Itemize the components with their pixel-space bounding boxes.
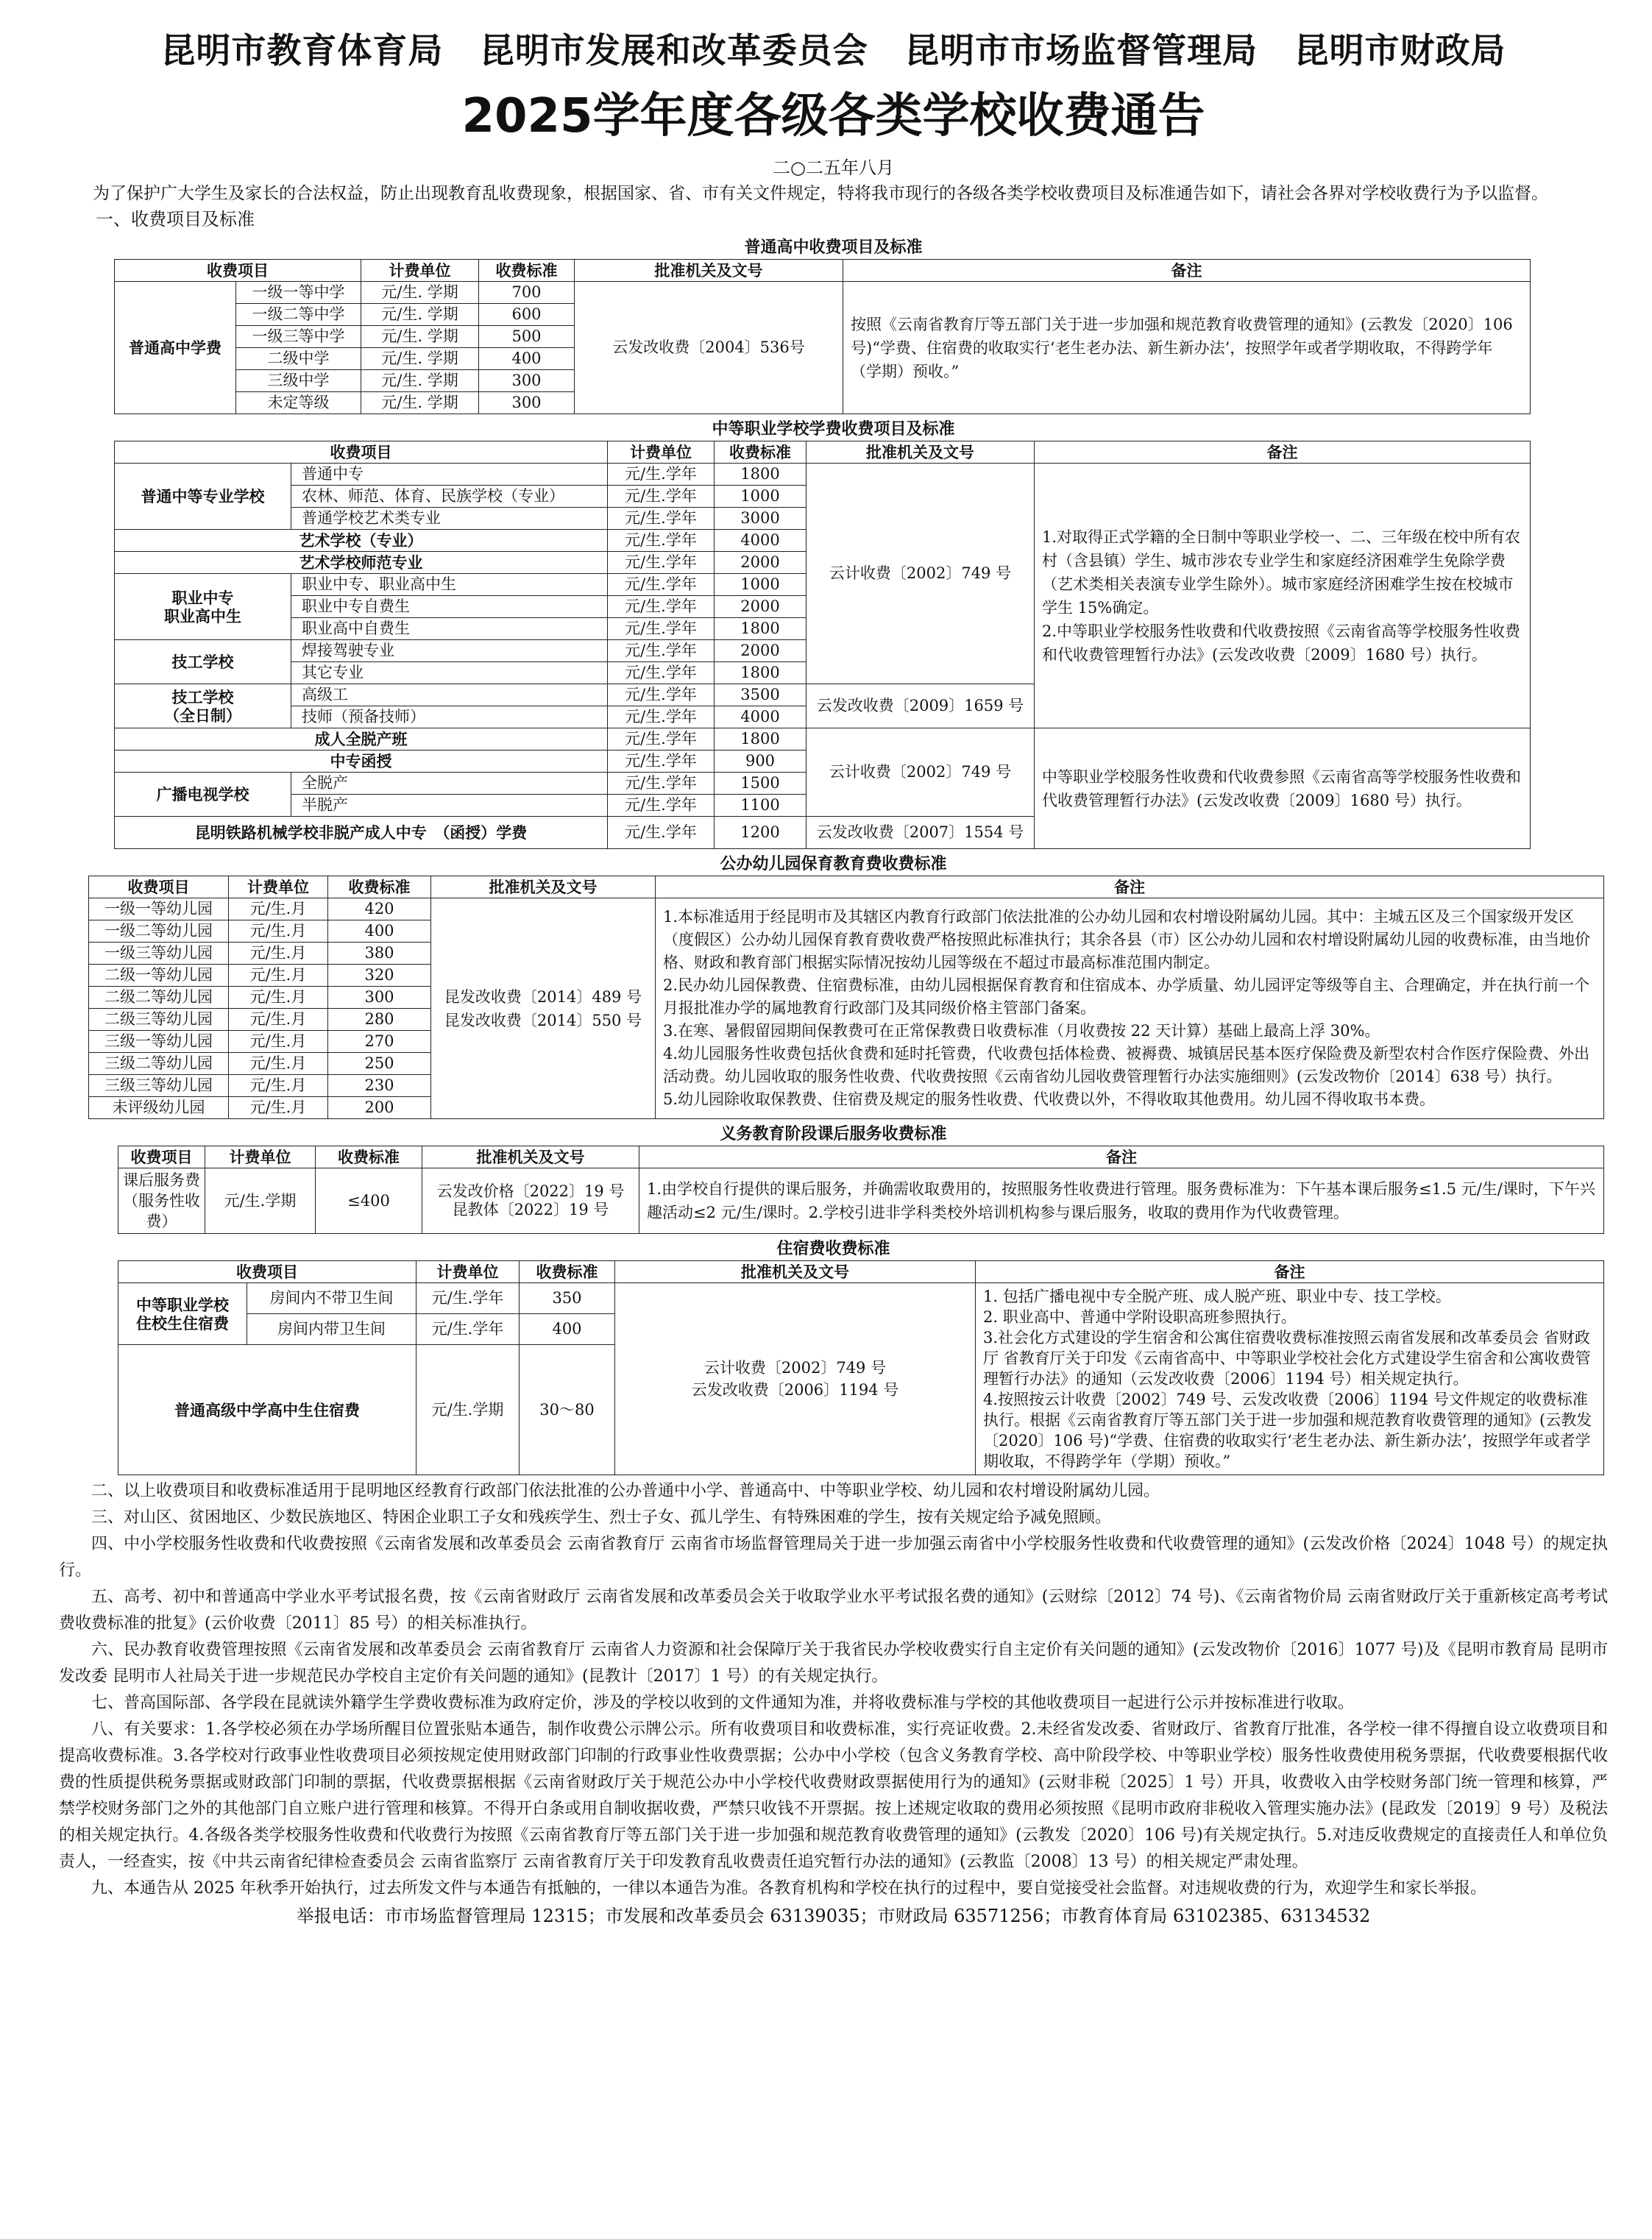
row-name: 一级二等中学	[236, 304, 361, 326]
row-unit: 元/生.月	[229, 1075, 328, 1097]
header-approval: 批准机关及文号	[422, 1146, 639, 1168]
section-7: 七、普高国际部、各学段在昆就读外籍学生学费收费标准为政府定价，涉及的学校以收到的文件通知为准，并将收费标准与学校的其他收费项目一起进行公示并按标准进行收取。	[91, 1694, 1355, 1712]
afterschool-caption: 义务教育阶段课后服务收费标准	[720, 1124, 947, 1143]
vocational-note-2: 中等职业学校服务性收费和代收费参照《云南省高等学校服务性收费和代收费管理暂行办法》(云发改收费〔2009〕1680 号）执行。	[1035, 728, 1531, 849]
row-name: 未定等级	[236, 392, 361, 414]
row-std: 900	[715, 751, 806, 773]
sections	[59, 1478, 1608, 1902]
row-std: 2000	[715, 552, 806, 574]
row-std: 3500	[715, 684, 806, 706]
row-std: 400	[520, 1314, 615, 1345]
table-header-row	[118, 1146, 1604, 1168]
vocational-group-4: 技工学校 （全日制）	[115, 684, 291, 728]
header-unit: 计费单位	[416, 1261, 520, 1283]
table-row	[115, 282, 1531, 304]
header-unit: 计费单位	[361, 260, 479, 282]
section-5: 五、高考、初中和普通高中学业水平考试报名费，按《云南省财政厅 云南省发展和改革委员会关于收取学业水平考试报名费的通知》(云财综〔2012〕74 号)、《云南省物价局 云南省财政厅关于重新核定高考考试费收费标准的批复》(云价收费〔2011〕85 号）的相关标准执行。	[59, 1588, 1608, 1633]
row-name: 房间内带卫生间	[247, 1314, 416, 1345]
row-std: 600	[479, 304, 575, 326]
row-unit: 元/生.学年	[608, 662, 715, 684]
afterschool-note: 1.由学校自行提供的课后服务，并确需收取费用的，按照服务性收费进行管理。服务费标准为：下午基本课后服务≤1.5 元/生/课时，下午兴趣活动≤2 元/生/课时。2.学校引进非学科类校外培训机构参与课后服务，收取的费用作为代收费管理。	[639, 1168, 1604, 1234]
row-std: 280	[328, 1009, 431, 1031]
row-unit: 元/生.学期	[205, 1168, 316, 1234]
row-name: 三级二等幼儿园	[89, 1053, 229, 1075]
row-std: 1800	[715, 662, 806, 684]
header-item: 收费项目	[115, 441, 608, 464]
row-std: 200	[328, 1097, 431, 1119]
table-header-row	[115, 260, 1531, 282]
row-unit: 元/生.学期	[416, 1345, 520, 1475]
row-unit: 元/生.学年	[608, 530, 715, 552]
row-std: 3000	[715, 508, 806, 530]
row-std: 1100	[715, 795, 806, 817]
vocational-group-1: 普通中等专业学校	[115, 464, 291, 530]
kindergarten-caption: 公办幼儿园保育教育费收费标准	[720, 854, 947, 873]
kindergarten-approval: 昆发改收费〔2014〕489 号 昆发改收费〔2014〕550 号	[431, 898, 656, 1119]
row-name: 三级中学	[236, 370, 361, 392]
row-unit: 元/生.学年	[608, 618, 715, 640]
row-name: 普通中专	[291, 464, 608, 486]
row-std: 1000	[715, 574, 806, 596]
row-name: 未评级幼儿园	[89, 1097, 229, 1119]
row-unit: 元/生.学年	[608, 817, 715, 849]
header-approval: 批准机关及文号	[431, 876, 656, 898]
row-std: 350	[520, 1283, 615, 1314]
row-std: 250	[328, 1053, 431, 1075]
section-3: 三、对山区、贫困地区、少数民族地区、特困企业职工子女和残疾学生、烈士子女、孤儿学生、有特殊困难的学生，按有关规定给予减免照顾。	[91, 1508, 1112, 1527]
row-unit: 元/生.学年	[608, 552, 715, 574]
vocational-approval-2: 云发改收费〔2009〕1659 号	[806, 684, 1035, 728]
header-note: 备注	[1035, 441, 1531, 464]
row-name: 昆明铁路机械学校非脱产成人中专 （函授）学费	[115, 817, 608, 849]
high-school-table	[114, 259, 1531, 414]
kindergarten-table	[88, 876, 1604, 1119]
row-std: 270	[328, 1031, 431, 1053]
afterschool-approval: 云发改价格〔2022〕19 号 昆教体〔2022〕19 号	[422, 1168, 639, 1234]
row-name: 二级一等幼儿园	[89, 965, 229, 987]
row-name: 中专函授	[115, 751, 608, 773]
dorm-table	[118, 1260, 1604, 1475]
issuer-market: 昆明市市场监督管理局	[904, 31, 1258, 71]
row-name: 焊接驾驶专业	[291, 640, 608, 662]
row-std: 320	[328, 965, 431, 987]
row-name: 课后服务费（服务性收费）	[118, 1168, 205, 1234]
row-unit: 元/生.学年	[416, 1314, 520, 1345]
vocational-group-3: 技工学校	[115, 640, 291, 684]
section-6: 六、民办教育收费管理按照《云南省发展和改革委员会 云南省教育厅 云南省人力资源和社会保障厅关于我省民办学校收费实行自主定价有关问题的通知》(云发改物价〔2016〕1077 号)及《昆明市教育局 昆明市发改委 昆明市人社局关于进一步规范民办学校自主定价有关问题的通知》(昆教计〔2017〕1 号）的有关规定执行。	[59, 1641, 1608, 1686]
row-std: 1000	[715, 486, 806, 508]
issuer-list	[59, 22, 1608, 81]
row-unit: 元/生. 学期	[361, 370, 479, 392]
row-name: 职业中专、职业高中生	[291, 574, 608, 596]
row-unit: 元/生.月	[229, 898, 328, 920]
row-name: 二级三等幼儿园	[89, 1009, 229, 1031]
vocational-approval-4: 云发改收费〔2007〕1554 号	[806, 817, 1035, 849]
row-unit: 元/生.月	[229, 965, 328, 987]
table-header-row	[118, 1261, 1604, 1283]
row-std: 1500	[715, 773, 806, 795]
header-std: 收费标准	[316, 1146, 422, 1168]
row-std: 4000	[715, 530, 806, 552]
row-std: 400	[479, 348, 575, 370]
row-std: 420	[328, 898, 431, 920]
row-unit: 元/生.学年	[608, 773, 715, 795]
row-unit: 元/生.学年	[608, 596, 715, 618]
row-name: 其它专业	[291, 662, 608, 684]
row-name: 普通高级中学高中生住宿费	[118, 1345, 416, 1475]
row-name: 一级三等幼儿园	[89, 943, 229, 965]
row-unit: 元/生.学年	[416, 1283, 520, 1314]
row-name: 职业高中自费生	[291, 618, 608, 640]
row-std: 1800	[715, 728, 806, 751]
row-std: 230	[328, 1075, 431, 1097]
vocational-approval-3: 云计收费〔2002〕749 号	[806, 728, 1035, 817]
vocational-caption: 中等职业学校学费收费项目及标准	[712, 419, 955, 439]
row-unit: 元/生.学年	[608, 751, 715, 773]
row-unit: 元/生.学年	[608, 706, 715, 728]
table-row	[115, 728, 1531, 751]
header-item: 收费项目	[115, 260, 361, 282]
header-item: 收费项目	[89, 876, 229, 898]
row-name: 普通学校艺术类专业	[291, 508, 608, 530]
row-name: 三级三等幼儿园	[89, 1075, 229, 1097]
vocational-note-1: 1.对取得正式学籍的全日制中等职业学校一、二、三年级在校中所有农村（含县镇）学生、城市涉农专业学生和家庭经济困难学生免除学费（艺术类相关表演专业学生除外）。城市家庭经济困难学生按在校城市学生 15%确定。 2.中等职业学校服务性收费和代收费按照《云南省高等学校服务性收费和代收费管理暂行办法》(云发改收费〔2009〕1680 号）执行。	[1035, 464, 1531, 728]
row-name: 半脱产	[291, 795, 608, 817]
high-school-group: 普通高中学费	[115, 282, 236, 414]
row-unit: 元/生.学年	[608, 640, 715, 662]
table-row	[115, 464, 1531, 486]
row-std: 1800	[715, 464, 806, 486]
row-unit: 元/生.月	[229, 920, 328, 943]
section-9: 九、本通告从 2025 年秋季开始执行，过去所发文件与本通告有抵触的，一律以本通告为准。各教育机构和学校在执行的过程中，要自觉接受社会监督。对违规收费的行为，欢迎学生和家长举报。	[91, 1879, 1486, 1898]
row-name: 职业中专自费生	[291, 596, 608, 618]
header-note: 备注	[656, 876, 1604, 898]
row-unit: 元/生.月	[229, 1009, 328, 1031]
dorm-caption: 住宿费收费标准	[776, 1239, 890, 1258]
report-phones: 举报电话：市市场监督管理局 12315；市发展和改革委员会 63139035；市财政局 63571256；市教育体育局 63102385、63134532	[296, 1906, 1371, 1926]
row-unit: 元/生.月	[229, 1031, 328, 1053]
row-unit: 元/生.月	[229, 943, 328, 965]
high-school-caption: 普通高中收费项目及标准	[744, 238, 923, 257]
row-name: 二级二等幼儿园	[89, 987, 229, 1009]
row-name: 艺术学校（专业）	[115, 530, 608, 552]
row-unit: 元/生. 学期	[361, 392, 479, 414]
row-name: 高级工	[291, 684, 608, 706]
section-8: 八、有关要求：1.各学校必须在办学场所醒目位置张贴本通告，制作收费公示牌公示。所有收费项目和收费标准，实行亮证收费。2.未经省发改委、省财政厅、省教育厅批准，各学校一律不得擅自设立收费项目和提高收费标准。3.各学校对行政事业性收费项目必须按规定使用财政部门印制的行政事业性收费票据；公办中小学校（包含义务教育学校、高中阶段学校、中等职业学校）服务性收费使用税务票据，代收费要根据代收费的性质提供税务票据或财政部门印制的票据，代收费票据根据《云南省财政厅关于规范公办中小学校代收费财政票据使用行为的通知》(云财非税〔2025〕1 号）开具，收费收入由学校财务部门统一管理和核算，严禁学校财务部门之外的其他部门自立账户进行管理和核算。不得开白条或用自制收据收费，严禁只收钱不开票据。按上述规定收取的费用必须按照《昆明市政府非税收入管理实施办法》(昆政发〔2019〕9 号）及税法的相关规定执行。4.各级各类学校服务性收费和代收费行为按照《云南省教育厅等五部门关于进一步加强和规范教育收费管理的通知》(云教发〔2020〕106 号)有关规定执行。5.对违反收费规定的直接责任人和单位负责人，一经查实，按《中共云南省纪律检查委员会 云南省监察厅 云南省教育厅关于印发教育乱收费责任追究暂行办法的通知》(云教监〔2008〕13 号）的相关规定严肃处理。	[59, 1720, 1608, 1871]
dorm-approval: 云计收费〔2002〕749 号 云发改收费〔2006〕1194 号	[615, 1283, 976, 1475]
row-name: 一级二等幼儿园	[89, 920, 229, 943]
header-unit: 计费单位	[608, 441, 715, 464]
row-unit: 元/生.学年	[608, 684, 715, 706]
row-std: 380	[328, 943, 431, 965]
section-2: 二、以上收费项目和收费标准适用于昆明地区经教育行政部门依法批准的公办普通中小学、普通高中、中等职业学校、幼儿园和农村增设附属幼儿园。	[91, 1482, 1160, 1500]
row-unit: 元/生.学年	[608, 795, 715, 817]
row-unit: 元/生. 学期	[361, 348, 479, 370]
dorm-note: 1. 包括广播电视中专全脱产班、成人脱产班、职业中专、技工学校。 2. 职业高中、普通中学附设职高班参照执行。 3.社会化方式建设的学生宿舍和公寓住宿费收费标准按照云南省发展和改革委员会 省财政厅 省教育厅关于印发《云南省高中、中等职业学校社会化方式建设学生宿舍和公寓收费管理暂行办法》的通知（云发改收费〔2006〕1194 号）相关规定执行。 4.按照按云计收费〔2002〕749 号、云发改收费〔2006〕1194 号文件规定的收费标准执行。根据《云南省教育厅等五部门关于进一步加强和规范教育收费管理的通知》(云教发〔2020〕106 号)“学费、住宿费的收取实行‘老生老办法、新生新办法’，按照学年或者学期收取，不得跨学年（学期）预收。”	[976, 1283, 1604, 1475]
table-row	[118, 1168, 1604, 1234]
row-std: 400	[328, 920, 431, 943]
header-item: 收费项目	[118, 1261, 416, 1283]
row-unit: 元/生.学年	[608, 728, 715, 751]
notice-title: 2025学年度各级各类学校收费通告	[461, 89, 1205, 143]
notice-date: 二○二五年八月	[773, 157, 894, 178]
issuer-ndrc: 昆明市发展和改革委员会	[479, 31, 868, 71]
row-std: 1800	[715, 618, 806, 640]
vocational-group-5: 广播电视学校	[115, 773, 291, 817]
row-unit: 元/生.学年	[608, 574, 715, 596]
row-name: 农林、师范、体育、民族学校（专业）	[291, 486, 608, 508]
section-1-heading: 一、收费项目及标准	[96, 209, 255, 230]
header-approval: 批准机关及文号	[615, 1261, 976, 1283]
row-std: 1200	[715, 817, 806, 849]
row-unit: 元/生.学年	[608, 486, 715, 508]
row-std: 700	[479, 282, 575, 304]
header-unit: 计费单位	[205, 1146, 316, 1168]
row-unit: 元/生.月	[229, 987, 328, 1009]
row-unit: 元/生. 学期	[361, 326, 479, 348]
issuer-education: 昆明市教育体育局	[160, 31, 444, 71]
high-school-note: 按照《云南省教育厅等五部门关于进一步加强和规范教育收费管理的通知》(云教发〔2020〕106号)“学费、住宿费的收取实行‘老生老办法、新生新办法’，按照学年或者学期收取，不得跨学年（学期）预收。”	[843, 282, 1531, 414]
table-header-row	[89, 876, 1604, 898]
row-name: 一级一等幼儿园	[89, 898, 229, 920]
row-std: 2000	[715, 640, 806, 662]
section-4: 四、中小学校服务性收费和代收费按照《云南省发展和改革委员会 云南省教育厅 云南省市场监督管理局关于进一步加强云南省中小学校服务性收费和代收费管理的通知》(云发改价格〔2024〕1048 号）的规定执行。	[59, 1535, 1608, 1580]
row-std: ≤400	[316, 1168, 422, 1234]
row-name: 一级一等中学	[236, 282, 361, 304]
row-std: 4000	[715, 706, 806, 728]
table-row	[118, 1283, 1604, 1314]
row-unit: 元/生. 学期	[361, 304, 479, 326]
row-unit: 元/生.学年	[608, 464, 715, 486]
header-item: 收费项目	[118, 1146, 205, 1168]
vocational-group-2: 职业中专 职业高中生	[115, 574, 291, 640]
table-header-row	[115, 441, 1531, 464]
row-std: 30～80	[520, 1345, 615, 1475]
high-school-approval: 云发改收费〔2004〕536号	[575, 282, 843, 414]
header-std: 收费标准	[715, 441, 806, 464]
intro-paragraph: 为了保护广大学生及家长的合法权益，防止出现教育乱收费现象，根据国家、省、市有关文件规定，特将我市现行的各级各类学校收费项目及标准通告如下，请社会各界对学校收费行为予以监督。	[93, 184, 1548, 203]
kindergarten-note: 1.本标准适用于经昆明市及其辖区内教育行政部门依法批准的公办幼儿园和农村增设附属幼儿园。其中：主城五区及三个国家级开发区（度假区）公办幼儿园保育教育费收费严格按照此标准执行；其余各县（市）区公办幼儿园和农村增设附属幼儿园的收费标准，由当地价格、财政和教育部门根据实际情况按幼儿园等级在不超过市最高标准范围内制定。 2.民办幼儿园保教费、住宿费标准，由幼儿园根据保育教育和住宿成本、办学质量、幼儿园评定等级等自主、合理确定，并在执行前一个月报批准办学的属地教育行政部门及其同级价格主管部门备案。 3.在寒、暑假留园期间保教费可在正常保教费日收费标准（月收费按 22 天计算）基础上最高上浮 30%。 4.幼儿园服务性收费包括伙食费和延时托管费，代收费包括体检费、被褥费、城镇居民基本医疗保险费及新型农村合作医疗保险费、外出活动费。幼儿园收取的服务性收费、代收费按照《云南省幼儿园收费管理暂行办法实施细则》(云发改物价〔2014〕638 号）执行。 5.幼儿园除收取保教费、住宿费及规定的服务性收费、代收费以外，不得收取其他费用。幼儿园不得收取书本费。	[656, 898, 1604, 1119]
vocational-approval-1: 云计收费〔2002〕749 号	[806, 464, 1035, 684]
header-unit: 计费单位	[229, 876, 328, 898]
row-std: 300	[479, 370, 575, 392]
header-approval: 批准机关及文号	[806, 441, 1035, 464]
row-name: 三级一等幼儿园	[89, 1031, 229, 1053]
row-unit: 元/生.学年	[608, 508, 715, 530]
row-name: 一级三等中学	[236, 326, 361, 348]
table-row	[89, 898, 1604, 920]
row-name: 成人全脱产班	[115, 728, 608, 751]
row-name: 二级中学	[236, 348, 361, 370]
issuer-finance: 昆明市财政局	[1294, 31, 1506, 71]
row-std: 300	[328, 987, 431, 1009]
header-note: 备注	[843, 260, 1531, 282]
row-name: 全脱产	[291, 773, 608, 795]
row-std: 2000	[715, 596, 806, 618]
header-std: 收费标准	[520, 1261, 615, 1283]
row-name: 房间内不带卫生间	[247, 1283, 416, 1314]
header-note: 备注	[639, 1146, 1604, 1168]
vocational-table	[114, 441, 1531, 849]
header-note: 备注	[976, 1261, 1604, 1283]
header-std: 收费标准	[479, 260, 575, 282]
row-unit: 元/生.月	[229, 1097, 328, 1119]
row-std: 500	[479, 326, 575, 348]
row-unit: 元/生.月	[229, 1053, 328, 1075]
dorm-group: 中等职业学校 住校生住宿费	[118, 1283, 247, 1345]
row-name: 技师（预备技师）	[291, 706, 608, 728]
row-name: 艺术学校师范专业	[115, 552, 608, 574]
header-std: 收费标准	[328, 876, 431, 898]
afterschool-table	[118, 1146, 1604, 1234]
row-unit: 元/生. 学期	[361, 282, 479, 304]
header-approval: 批准机关及文号	[575, 260, 843, 282]
row-std: 300	[479, 392, 575, 414]
